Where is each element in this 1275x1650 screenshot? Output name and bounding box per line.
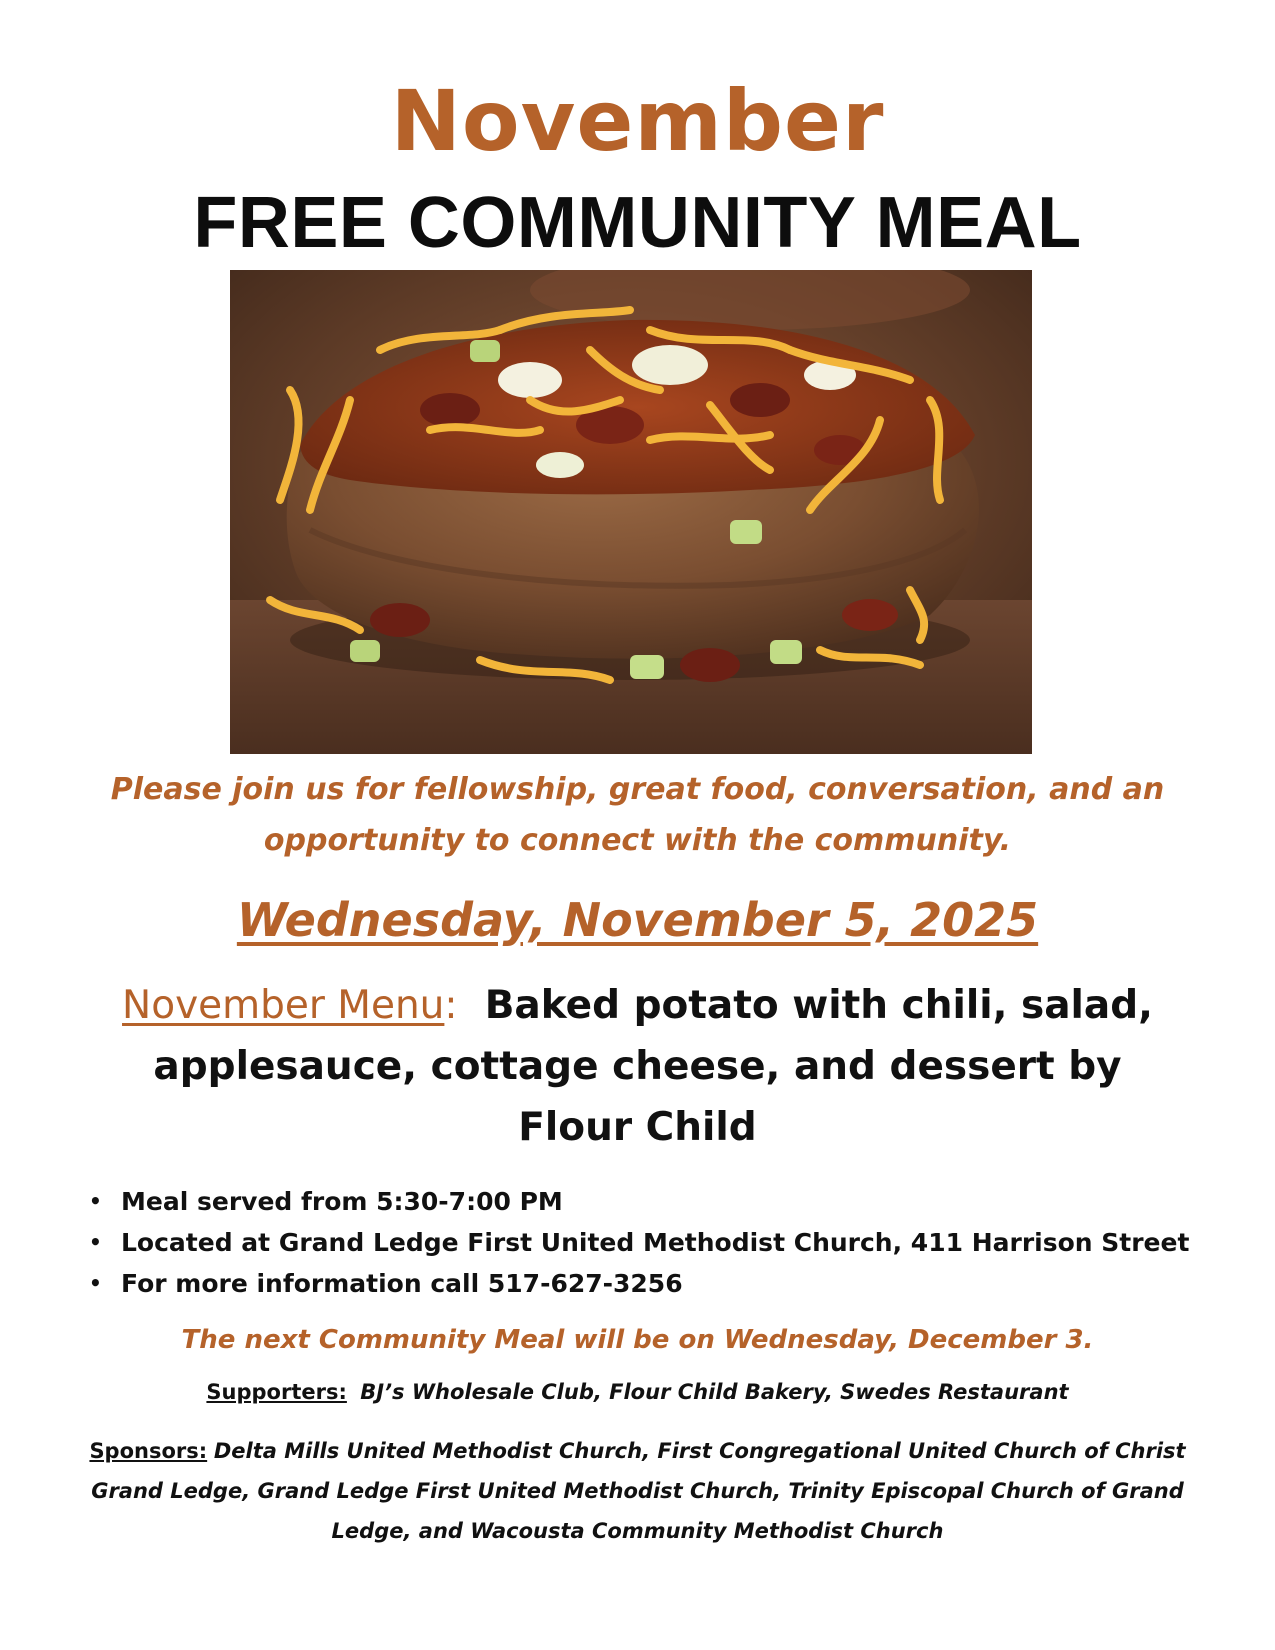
sponsors-label: Sponsors: — [89, 1439, 208, 1463]
menu-text: Baked potato with chili, salad, applesauce, cottage cheese, and dessert by Flour Child — [153, 983, 1153, 1150]
invitation-text: Please join us for fellowship, great food, conversation, and an opportunity to connect with the community. — [110, 772, 1165, 858]
event-headline: FREE COMMUNITY MEAL — [193, 183, 1082, 263]
bullet-icon: • — [89, 1230, 102, 1254]
month-title: November — [390, 72, 885, 170]
sponsors-text: Delta Mills United Methodist Church, First Congregational United Church of Christ Grand Ledge, Grand Ledge First United Methodist Church, Trinity Episcopal Church of Grand Ledge, and Wacousta Community Methodist Church — [91, 1439, 1186, 1543]
baked-potato-photo — [230, 270, 1032, 754]
supporters-text: BJ’s Wholesale Club, Flour Child Bakery, Swedes Restaurant — [360, 1380, 1069, 1404]
menu-label: November Menu: — [122, 983, 458, 1028]
supporters-label: Supporters: — [206, 1380, 347, 1404]
detail-item-phone: • For more information call 517-627-3256 — [85, 1263, 1235, 1304]
sponsors-paragraph — [72, 1431, 1203, 1551]
menu-section — [90, 975, 1185, 1158]
event-date: Wednesday, November 5, 2025 — [236, 893, 1039, 947]
bullet-icon: • — [89, 1189, 102, 1213]
event-details-list — [85, 1181, 1235, 1304]
supporters-line — [0, 1380, 1275, 1404]
detail-item-time: • Meal served from 5:30-7:00 PM — [85, 1181, 1235, 1222]
bullet-icon: • — [89, 1271, 102, 1295]
next-meal-notice: The next Community Meal will be on Wednesday, December 3. — [181, 1325, 1094, 1355]
detail-item-location: • Located at Grand Ledge First United Methodist Church, 411 Harrison Street — [85, 1222, 1235, 1263]
